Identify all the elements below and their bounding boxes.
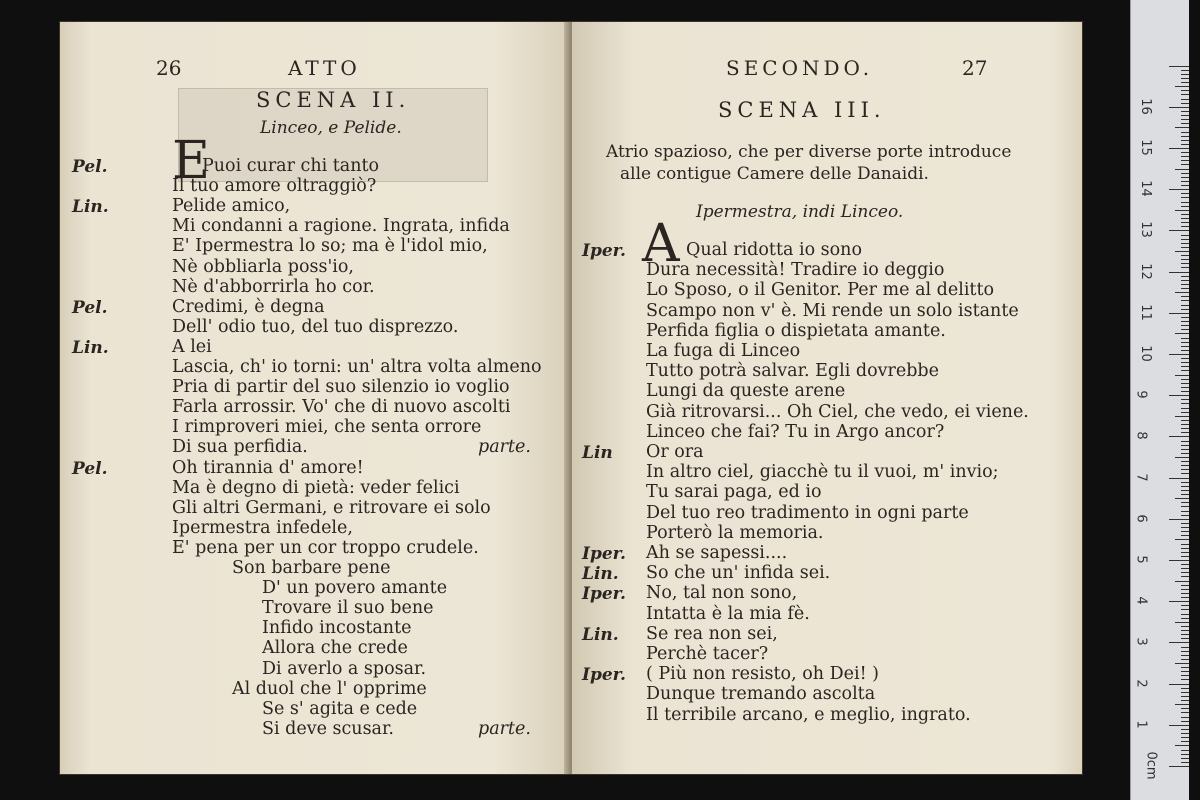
verse-line: Son barbare pene <box>232 558 391 578</box>
verse-line: Nè obbliarla poss'io, <box>172 256 354 277</box>
verse-line: So che un' infida sei. <box>646 563 831 584</box>
verse-line: Infido incostante <box>262 618 412 639</box>
ruler-tick <box>1181 267 1189 268</box>
ruler-tick <box>1181 750 1189 751</box>
setting-line-1: Atrio spazioso, che per diverse porte introduce <box>606 142 1012 162</box>
ruler-tick <box>1175 457 1189 458</box>
speaker-label: Lin <box>582 443 613 463</box>
ruler-label: 11 <box>1137 304 1153 321</box>
ruler-tick <box>1181 181 1189 182</box>
ruler-tick <box>1175 86 1189 87</box>
ruler-tick <box>1181 626 1189 627</box>
ruler-tick <box>1181 515 1189 516</box>
ruler-tick <box>1181 379 1189 380</box>
verse-line: Dura necessità! Tradire io deggio <box>646 260 945 281</box>
ruler-tick <box>1181 136 1189 137</box>
ruler-tick <box>1181 531 1189 532</box>
speaker-label: Pel. <box>72 458 108 479</box>
ruler-tick <box>1175 210 1189 211</box>
ruler-tick <box>1181 506 1189 507</box>
ruler-tick <box>1169 66 1189 67</box>
ruler-tick <box>1181 173 1189 174</box>
ruler-tick <box>1181 243 1189 244</box>
ruler-tick <box>1181 412 1189 413</box>
ruler-tick <box>1181 218 1189 219</box>
ruler-tick <box>1181 647 1189 648</box>
ruler-tick <box>1181 473 1189 474</box>
ruler-tick <box>1181 123 1189 124</box>
ruler-tick <box>1181 222 1189 223</box>
verse-line: In altro ciel, giacchè tu il vuoi, m' invio; <box>646 462 999 483</box>
ruler-label: 8 <box>1133 431 1149 441</box>
ruler-tick <box>1181 140 1189 141</box>
ruler-label: 7 <box>1133 472 1149 482</box>
ruler-tick <box>1181 638 1189 639</box>
verse-line: Farla arrossir. Vo' che di nuovo ascolti <box>172 397 511 418</box>
ruler-tick <box>1181 144 1189 145</box>
ruler-tick <box>1175 539 1189 540</box>
verse-line: Mi condanni a ragione. Ingrata, infida <box>172 216 510 237</box>
verse-line: Trovare il suo bene <box>262 598 434 619</box>
ruler-tick <box>1181 585 1189 586</box>
speaker-label: Iper. <box>582 584 626 605</box>
ruler-tick <box>1181 609 1189 610</box>
verse-line: A lei <box>172 336 212 357</box>
ruler-tick <box>1175 622 1189 623</box>
ruler-tick <box>1181 589 1189 590</box>
ruler-tick <box>1181 552 1189 553</box>
measurement-ruler <box>1130 0 1189 800</box>
ruler-tick <box>1181 655 1189 656</box>
ruler-tick <box>1169 519 1189 520</box>
ruler-tick <box>1181 671 1189 672</box>
ruler-tick <box>1181 651 1189 652</box>
setting-line-2: alle contigue Camere delle Danaidi. <box>620 164 929 184</box>
ruler-tick <box>1181 99 1189 100</box>
ruler-tick <box>1181 502 1189 503</box>
verse-line: Gli altri Germani, e ritrovare ei solo <box>172 497 491 518</box>
ruler-tick <box>1181 78 1189 79</box>
ruler-tick <box>1175 498 1189 499</box>
ruler-tick <box>1181 659 1189 660</box>
ruler-tick <box>1181 383 1189 384</box>
ruler-tick <box>1181 185 1189 186</box>
ruler-tick <box>1181 115 1189 116</box>
ruler-tick <box>1181 741 1189 742</box>
speaker-label: Iper. <box>582 665 626 686</box>
verse-line: Scampo non v' è. Mi rende un solo istante <box>646 300 1019 321</box>
ruler-tick <box>1181 160 1189 161</box>
ruler-tick <box>1181 226 1189 227</box>
ruler-tick <box>1181 679 1189 680</box>
ruler-tick <box>1181 428 1189 429</box>
ruler-tick <box>1175 292 1189 293</box>
ruler-tick <box>1181 370 1189 371</box>
ruler-tick <box>1181 94 1189 95</box>
ruler-tick <box>1175 745 1189 746</box>
ruler-tick <box>1181 247 1189 248</box>
left-page <box>60 22 570 774</box>
ruler-tick <box>1181 177 1189 178</box>
ruler-tick <box>1169 148 1189 149</box>
verse-line: D' un povero amante <box>262 578 448 599</box>
ruler-tick <box>1181 399 1189 400</box>
verse-line: Oh tirannia d' amore! <box>172 457 364 478</box>
verse-line: Pria di partir del suo silenzio io voglio <box>172 377 510 398</box>
characters-left: Linceo, e Pelide. <box>260 118 402 138</box>
ruler-tick <box>1169 354 1189 355</box>
ruler-label: 6 <box>1133 514 1149 523</box>
verse-line: ( Più non resisto, oh Dei! ) <box>646 664 879 685</box>
verse-line: E' pena per un cor troppo crudele. <box>172 537 479 558</box>
running-head-right: SECONDO. <box>726 56 874 80</box>
ruler-tick <box>1181 259 1189 260</box>
ruler-tick <box>1181 758 1189 759</box>
verse-line: No, tal non sono, <box>646 583 798 604</box>
ruler-tick <box>1181 296 1189 297</box>
ruler-tick <box>1181 605 1189 606</box>
speaker-label: Lin. <box>72 337 109 358</box>
ruler-tick <box>1181 197 1189 198</box>
ruler-tick <box>1181 597 1189 598</box>
speaker-label: Iper. <box>582 241 626 261</box>
ruler-tick <box>1181 342 1189 343</box>
ruler-tick <box>1181 206 1189 207</box>
ruler-tick <box>1181 449 1189 450</box>
ruler-tick <box>1181 387 1189 388</box>
scene-title-right: SCENA III. <box>718 98 886 122</box>
ruler-tick <box>1169 478 1189 479</box>
ruler-tick <box>1175 169 1189 170</box>
ruler-tick <box>1181 692 1189 693</box>
ruler-tick <box>1181 193 1189 194</box>
verse-line: Credimi, è degna <box>172 296 325 317</box>
ruler-tick <box>1175 704 1189 705</box>
ruler-tick <box>1181 366 1189 367</box>
ruler-tick <box>1169 601 1189 602</box>
ruler-tick <box>1181 593 1189 594</box>
verse-line: Perfida figlia o dispietata amante. <box>646 320 946 341</box>
ruler-tick <box>1181 729 1189 730</box>
ruler-tick <box>1181 119 1189 120</box>
ruler-tick <box>1181 572 1189 573</box>
ruler-tick <box>1181 362 1189 363</box>
ruler-tick <box>1181 482 1189 483</box>
ruler-tick <box>1181 708 1189 709</box>
verse-line: Lo Sposo, o il Genitor. Per me al delitto <box>646 280 995 301</box>
ruler-tick <box>1181 132 1189 133</box>
ruler-label: 4 <box>1133 596 1149 605</box>
open-book <box>60 22 1082 774</box>
verse-line: Puoi curar chi tanto <box>202 156 380 176</box>
verse-line: Se rea non sei, <box>646 623 778 644</box>
ruler-tick <box>1181 329 1189 330</box>
ruler-label: 9 <box>1133 390 1149 399</box>
ruler-tick <box>1181 634 1189 635</box>
scene-title-left: SCENA II. <box>256 88 411 112</box>
ruler-tick <box>1181 556 1189 557</box>
ruler-tick <box>1169 560 1189 561</box>
ruler-tick <box>1181 103 1189 104</box>
ruler-tick <box>1169 725 1189 726</box>
ruler-tick <box>1181 614 1189 615</box>
ruler-tick <box>1181 511 1189 512</box>
ruler-tick <box>1181 338 1189 339</box>
ruler-tick <box>1181 733 1189 734</box>
ruler-tick <box>1169 684 1189 685</box>
verse-line: Il tuo amore oltraggiò? <box>172 176 377 197</box>
verse-line: Il terribile arcano, e meglio, ingrato. <box>646 704 971 725</box>
ruler-tick <box>1181 164 1189 165</box>
ruler-tick <box>1181 235 1189 236</box>
ruler-tick <box>1175 663 1189 664</box>
ruler-tick <box>1181 667 1189 668</box>
ruler-tick <box>1181 754 1189 755</box>
verse-line: Or ora <box>646 442 704 462</box>
ruler-tick <box>1181 317 1189 318</box>
ruler-tick <box>1181 74 1189 75</box>
ruler-label: 1 <box>1133 720 1149 729</box>
ruler-tick <box>1181 309 1189 310</box>
ruler-tick <box>1181 469 1189 470</box>
ruler-label: 13 <box>1137 221 1153 239</box>
ruler-tick <box>1181 675 1189 676</box>
ruler-tick <box>1181 263 1189 264</box>
ruler-label: 10 <box>1137 345 1153 362</box>
ruler-tick <box>1181 288 1189 289</box>
ruler-tick <box>1181 391 1189 392</box>
stage-direction: parte. <box>478 718 531 739</box>
ruler-tick <box>1169 230 1189 231</box>
ruler-tick <box>1181 461 1189 462</box>
ruler-tick <box>1181 490 1189 491</box>
ruler-tick <box>1169 313 1189 314</box>
ruler-tick <box>1181 424 1189 425</box>
verse-line: Ma è degno di pietà: veder felici <box>172 477 460 498</box>
ruler-tick <box>1181 486 1189 487</box>
verse-line: Dell' odio tuo, del tuo disprezzo. <box>172 316 459 337</box>
ruler-tick <box>1169 436 1189 437</box>
ruler-tick <box>1181 202 1189 203</box>
ruler-tick <box>1169 272 1189 273</box>
ruler-tick <box>1181 325 1189 326</box>
ruler-label: 5 <box>1133 555 1149 564</box>
verse-line: Già ritrovarsi... Oh Ciel, che vedo, ei viene. <box>646 401 1029 422</box>
ruler-tick <box>1181 630 1189 631</box>
ruler-tick <box>1181 737 1189 738</box>
verse-line: Pelide amico, <box>172 196 291 217</box>
ruler-tick <box>1181 535 1189 536</box>
ruler-tick <box>1181 576 1189 577</box>
speaker-label: Pel. <box>72 297 108 318</box>
ruler-tick <box>1175 127 1189 128</box>
ruler-tick <box>1175 251 1189 252</box>
verse-line: Linceo che fai? Tu in Argo ancor? <box>646 421 945 442</box>
ruler-tick <box>1181 346 1189 347</box>
ruler-tick <box>1181 239 1189 240</box>
ruler-tick <box>1181 156 1189 157</box>
ruler-label: 12 <box>1137 262 1153 280</box>
verse-line: Nè d'abborrirla ho cor. <box>172 276 375 297</box>
ruler-tick <box>1181 523 1189 524</box>
verse-line: Porterò la memoria. <box>646 522 824 543</box>
ruler-tick <box>1181 688 1189 689</box>
ruler-tick <box>1181 696 1189 697</box>
page-number-right: 27 <box>962 56 988 80</box>
ruler-tick <box>1169 642 1189 643</box>
ruler-tick <box>1181 305 1189 306</box>
ruler-tick <box>1181 721 1189 722</box>
drop-cap-left: E <box>172 131 210 191</box>
ruler-tick <box>1175 375 1189 376</box>
verse-line: Al duol che l' opprime <box>232 678 427 699</box>
verse-line: Se s' agita e cede <box>262 698 418 719</box>
ruler-tick <box>1169 189 1189 190</box>
ruler-tick <box>1181 441 1189 442</box>
ruler-label: 0cm <box>1143 751 1159 780</box>
ruler-tick <box>1181 564 1189 565</box>
running-head-left: ATTO <box>288 56 361 80</box>
verse-line: Si deve scusar. <box>262 718 394 739</box>
ruler-tick <box>1181 82 1189 83</box>
verse-line: Lungi da queste arene <box>646 381 846 402</box>
ruler-tick <box>1169 107 1189 108</box>
verse-line: Dunque tremando ascolta <box>646 684 876 705</box>
speaker-label: Lin. <box>72 197 109 218</box>
ruler-tick <box>1181 548 1189 549</box>
ruler-tick <box>1181 300 1189 301</box>
verse-line: E' Ipermestra lo so; ma è l'idol mio, <box>172 236 488 257</box>
ruler-label: 2 <box>1133 678 1149 688</box>
ruler-label: 15 <box>1137 139 1153 156</box>
verse-line: Perchè tacer? <box>646 644 769 664</box>
verse-line: Di sua perfidia. <box>172 437 308 458</box>
ruler-tick <box>1181 403 1189 404</box>
ruler-tick <box>1181 568 1189 569</box>
ruler-tick <box>1169 395 1189 396</box>
ruler-tick <box>1181 90 1189 91</box>
ruler-tick <box>1181 408 1189 409</box>
ruler-tick <box>1181 527 1189 528</box>
page-number-left: 26 <box>156 56 182 80</box>
speaker-label: Iper. <box>582 544 626 564</box>
ruler-tick <box>1181 152 1189 153</box>
ruler-tick <box>1175 333 1189 334</box>
verse-line: Allora che crede <box>262 638 408 659</box>
ruler-tick <box>1175 416 1189 417</box>
speaker-label: Lin. <box>582 624 619 645</box>
ruler-tick <box>1181 284 1189 285</box>
ruler-tick <box>1181 70 1189 71</box>
ruler-tick <box>1181 494 1189 495</box>
drop-cap-right: A <box>642 214 680 274</box>
ruler-label: 16 <box>1137 98 1153 115</box>
ruler-tick <box>1181 445 1189 446</box>
verse-line: I rimproveri miei, che senta orrore <box>172 417 482 438</box>
verse-line: Ipermestra infedele, <box>172 517 353 538</box>
verse-line: Intatta è la mia fè. <box>646 603 810 624</box>
ruler-tick <box>1181 432 1189 433</box>
ruler-tick <box>1181 762 1189 763</box>
ruler-tick <box>1169 766 1189 767</box>
ruler-tick <box>1181 618 1189 619</box>
verse-line: Qual ridotta io sono <box>686 240 862 260</box>
ruler-tick <box>1181 255 1189 256</box>
ruler-tick <box>1181 276 1189 277</box>
right-page <box>572 22 1082 774</box>
ruler-tick <box>1181 358 1189 359</box>
stage-direction: parte. <box>478 437 531 458</box>
verse-line: Del tuo reo tradimento in ogni parte <box>646 502 969 523</box>
ruler-label: 14 <box>1137 180 1153 197</box>
ruler-tick <box>1181 321 1189 322</box>
speaker-label: Pel. <box>72 157 108 177</box>
verse-line: Tutto potrà salvar. Egli dovrebbe <box>646 361 939 382</box>
ruler-tick <box>1181 712 1189 713</box>
ruler-tick <box>1181 420 1189 421</box>
verse-line: Ah se sapessi.... <box>646 543 788 563</box>
ruler-tick <box>1181 350 1189 351</box>
verse-line: La fuga di Linceo <box>646 341 801 361</box>
ruler-tick <box>1181 465 1189 466</box>
verse-line: Di averlo a sposar. <box>262 658 427 679</box>
ruler-tick <box>1181 717 1189 718</box>
verse-line: Tu sarai paga, ed io <box>646 482 822 503</box>
ruler-tick <box>1181 280 1189 281</box>
ruler-tick <box>1181 544 1189 545</box>
verse-line: Lascia, ch' io torni: un' altra volta almeno <box>172 357 542 377</box>
characters-right: Ipermestra, indi Linceo. <box>696 202 904 222</box>
speaker-label: Lin. <box>582 564 619 585</box>
ruler-tick <box>1181 111 1189 112</box>
ruler-tick <box>1181 214 1189 215</box>
ruler-tick <box>1181 453 1189 454</box>
ruler-tick <box>1181 700 1189 701</box>
ruler-tick <box>1175 581 1189 582</box>
ruler-label: 3 <box>1133 637 1149 647</box>
